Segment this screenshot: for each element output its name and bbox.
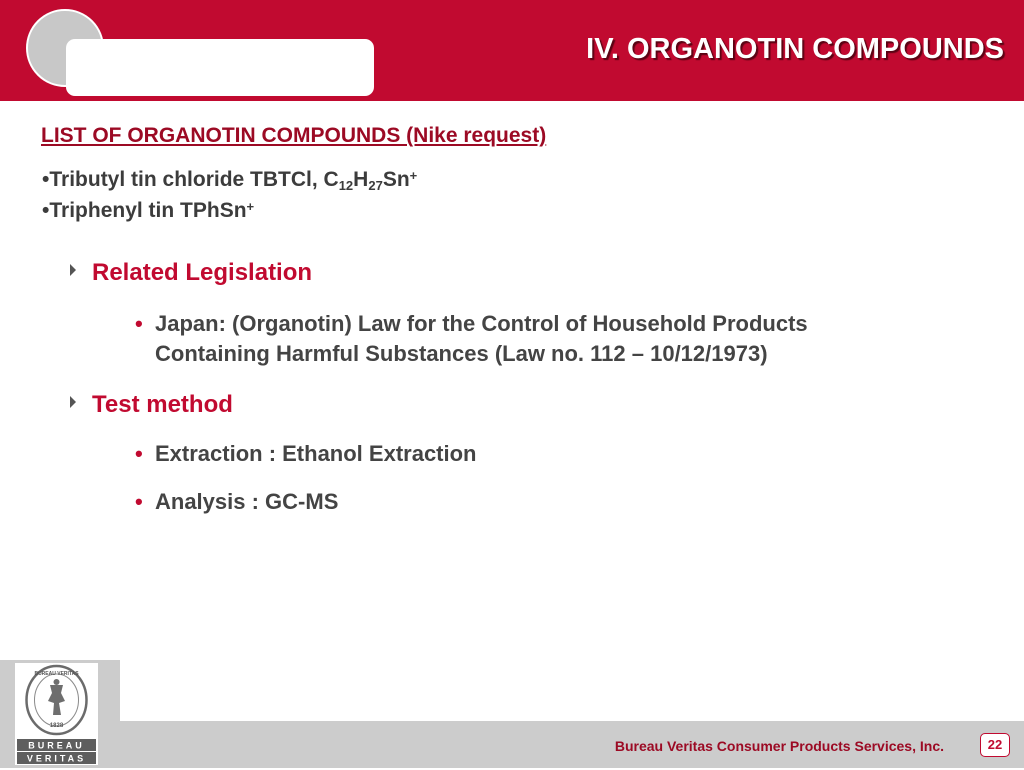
subscript: 12 [338, 178, 354, 193]
item-bullet: • [135, 441, 143, 466]
compound-bullet: • [42, 199, 50, 222]
triangle-bullet-icon [70, 264, 76, 276]
item-text-line: Analysis : GC-MS [155, 489, 339, 514]
bureau-veritas-logo [15, 663, 98, 765]
svg-text:VERITAS: VERITAS [26, 753, 87, 764]
item-text-line: Extraction : Ethanol Extraction [155, 441, 477, 466]
section-heading: Test method [92, 391, 233, 418]
list-item-legislation [135, 309, 808, 369]
logo-seal-icon [15, 663, 98, 765]
header-bar [0, 0, 1024, 101]
section-related-legislation [70, 259, 312, 287]
item-bullet: • [135, 311, 143, 336]
subscript: 27 [368, 178, 383, 193]
svg-text:1828: 1828 [49, 723, 64, 729]
compound-text: H [353, 168, 369, 191]
compound-text: Triphenyl tin TPhSn [49, 199, 247, 222]
superscript: + [246, 199, 255, 214]
page-number: 22 [980, 733, 1010, 757]
section-test-method [70, 391, 233, 419]
list-item-analysis [135, 487, 338, 517]
svg-text:BUREAU: BUREAU [28, 740, 85, 751]
slide-title: IV. ORGANOTIN COMPOUNDS [586, 33, 1004, 65]
compound-text: Sn [382, 168, 410, 191]
compound-text: Tributyl tin chloride TBTCl, C [49, 168, 339, 191]
superscript: + [409, 168, 418, 183]
list-item-extraction [135, 439, 477, 469]
compound-item-tphsn [42, 199, 254, 223]
footer-company-name: Bureau Veritas Consumer Products Services, Inc. [614, 738, 944, 754]
svg-text:BUREAU VERITAS: BUREAU VERITAS [34, 671, 79, 677]
header-white-tab [66, 39, 374, 96]
triangle-bullet-icon [70, 396, 76, 408]
item-text-line: Japan: (Organotin) Law for the Control of Household Products [155, 311, 808, 336]
section-heading: Related Legislation [92, 259, 313, 286]
compound-bullet: • [42, 168, 50, 191]
item-text-line: Containing Harmful Substances (Law no. 112 – 10/12/1973) [155, 341, 768, 366]
compound-item-tbtcl [42, 168, 417, 193]
list-title: LIST OF ORGANOTIN COMPOUNDS (Nike request) [41, 124, 547, 147]
item-bullet: • [135, 489, 143, 514]
